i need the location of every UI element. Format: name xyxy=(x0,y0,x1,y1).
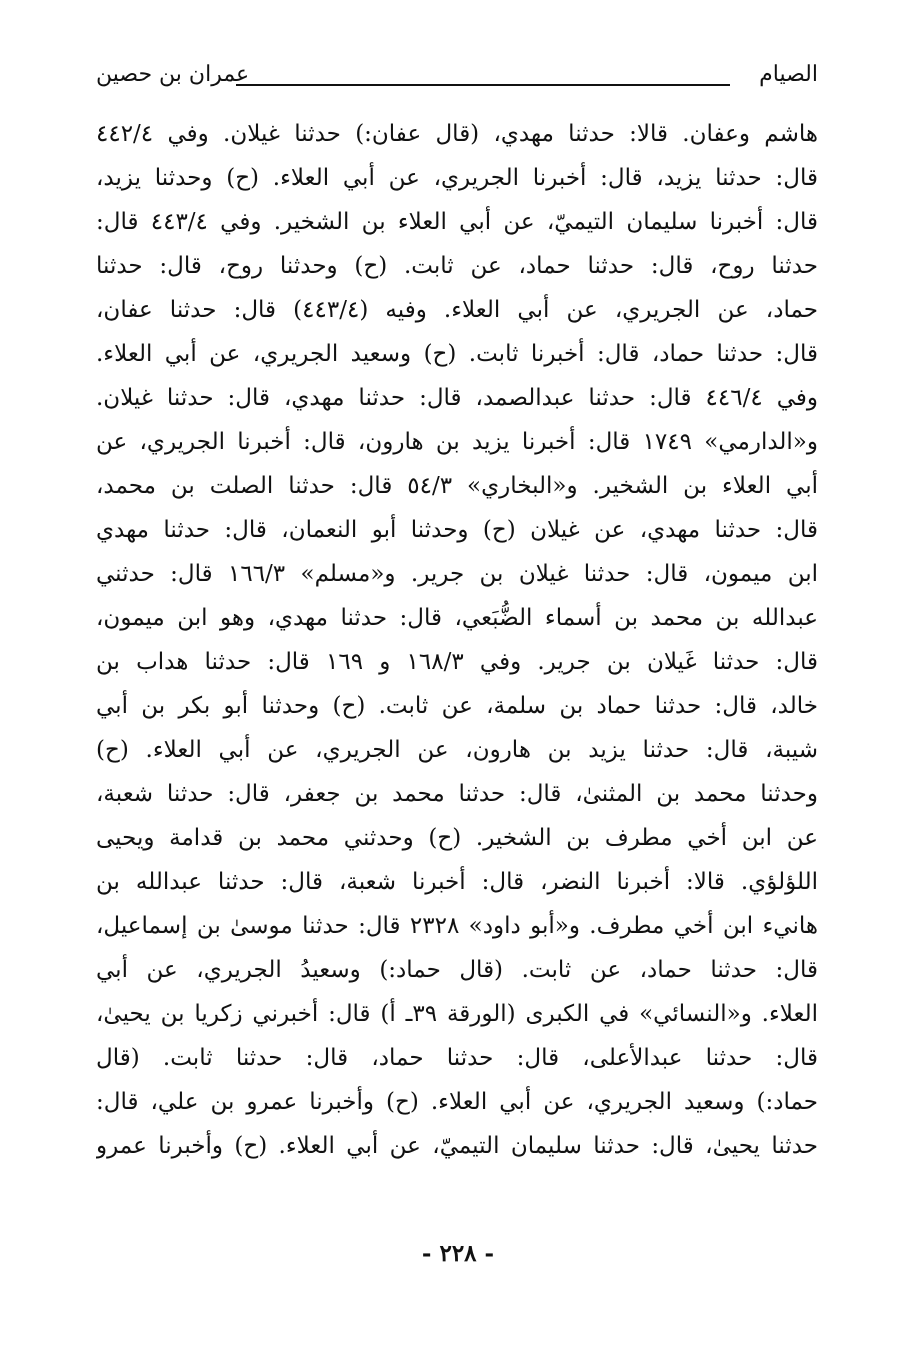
text-line: وحدثنا محمد بن المثنىٰ، قال: حدثنا محمد بن جعفر، قال: حدثنا شعبة، xyxy=(96,781,818,807)
text-line: عن ابن أخي مطرف بن الشخير. (ح) وحدثني محمد بن قدامة ويحيى xyxy=(96,825,818,851)
text-line: قال: حدثنا مهدي، عن غيلان (ح) وحدثنا أبو النعمان، قال: حدثنا مهدي xyxy=(96,517,818,543)
text-line: حدثنا يحيىٰ، قال: حدثنا سليمان التيميّ، عن أبي العلاء. (ح) وأخبرنا عمرو xyxy=(96,1133,818,1159)
text-line: حماد:) وسعيد الجريري، عن أبي العلاء. (ح) وأخبرنا عمرو بن علي، قال: xyxy=(96,1089,818,1115)
text-line: العلاء. و«النسائي» في الكبرى (الورقة ٣٩ـ أ) قال: أخبرني زكريا بن يحيىٰ، xyxy=(96,1001,818,1027)
text-line: حماد، عن الجريري، عن أبي العلاء. وفيه (٤٤٣/٤) قال: حدثنا عفان، xyxy=(96,297,818,323)
text-line: قال: حدثنا حماد، عن ثابت. (قال حماد:) وسعيدُ الجريري، عن أبي xyxy=(96,957,818,983)
chapter-title: الصيام xyxy=(759,62,818,87)
text-line: عبدالله بن محمد بن أسماء الضُّبَعي، قال: حدثنا مهدي، وهو ابن ميمون، xyxy=(96,605,818,631)
text-line: قال: حدثنا حماد، قال: أخبرنا ثابت. (ح) وسعيد الجريري، عن أبي العلاء. xyxy=(96,341,818,367)
page-number: - ٢٢٨ - xyxy=(421,1240,495,1267)
text-line: قال: أخبرنا سليمان التيميّ، عن أبي العلاء بن الشخير. وفي ٤٤٣/٤ قال: xyxy=(96,209,818,235)
text-line: قال: حدثنا عبدالأعلى، قال: حدثنا حماد، قال: حدثنا ثابت. (قال xyxy=(96,1045,818,1071)
text-line: خالد، قال: حدثنا حماد بن سلمة، عن ثابت. (ح) وحدثنا أبو بكر بن أبي xyxy=(96,693,818,719)
text-line: هانيء ابن أخي مطرف. و«أبو داود» ٢٣٢٨ قال: حدثنا موسىٰ بن إسماعيل، xyxy=(96,913,818,939)
text-line: شيبة، قال: حدثنا يزيد بن هارون، عن الجريري، عن أبي العلاء. (ح) xyxy=(96,737,818,763)
running-header xyxy=(96,62,818,102)
section-title: عمران بن حصين xyxy=(96,62,250,87)
text-line: اللؤلؤي. قالا: أخبرنا النضر، قال: أخبرنا شعبة، قال: حدثنا عبدالله بن xyxy=(96,869,818,895)
text-line: و«الدارمي» ١٧٤٩ قال: أخبرنا يزيد بن هارون، قال: أخبرنا الجريري، عن xyxy=(96,429,818,455)
text-line: قال: حدثنا يزيد، قال: أخبرنا الجريري، عن أبي العلاء. (ح) وحدثنا يزيد، xyxy=(96,165,818,191)
body-text xyxy=(96,112,818,1168)
header-rule xyxy=(236,84,730,86)
text-line: أبي العلاء بن الشخير. و«البخاري» ٥٤/٣ قال: حدثنا الصلت بن محمد، xyxy=(96,473,818,499)
text-line: حدثنا روح، قال: حدثنا حماد، عن ثابت. (ح) وحدثنا روح، قال: حدثنا xyxy=(96,253,818,279)
text-line: ابن ميمون، قال: حدثنا غيلان بن جرير. و«مسلم» ١٦٦/٣ قال: حدثني xyxy=(96,561,818,587)
text-line: قال: حدثنا غَيلان بن جرير. وفي ١٦٨/٣ و ١٦٩ قال: حدثنا هداب بن xyxy=(96,649,818,675)
text-line: وفي ٤٤٦/٤ قال: حدثنا عبدالصمد، قال: حدثنا مهدي، قال: حدثنا غيلان. xyxy=(96,385,818,411)
text-line: هاشم وعفان. قالا: حدثنا مهدي، (قال عفان:) حدثنا غيلان. وفي ٤٤٢/٤ xyxy=(96,121,818,147)
